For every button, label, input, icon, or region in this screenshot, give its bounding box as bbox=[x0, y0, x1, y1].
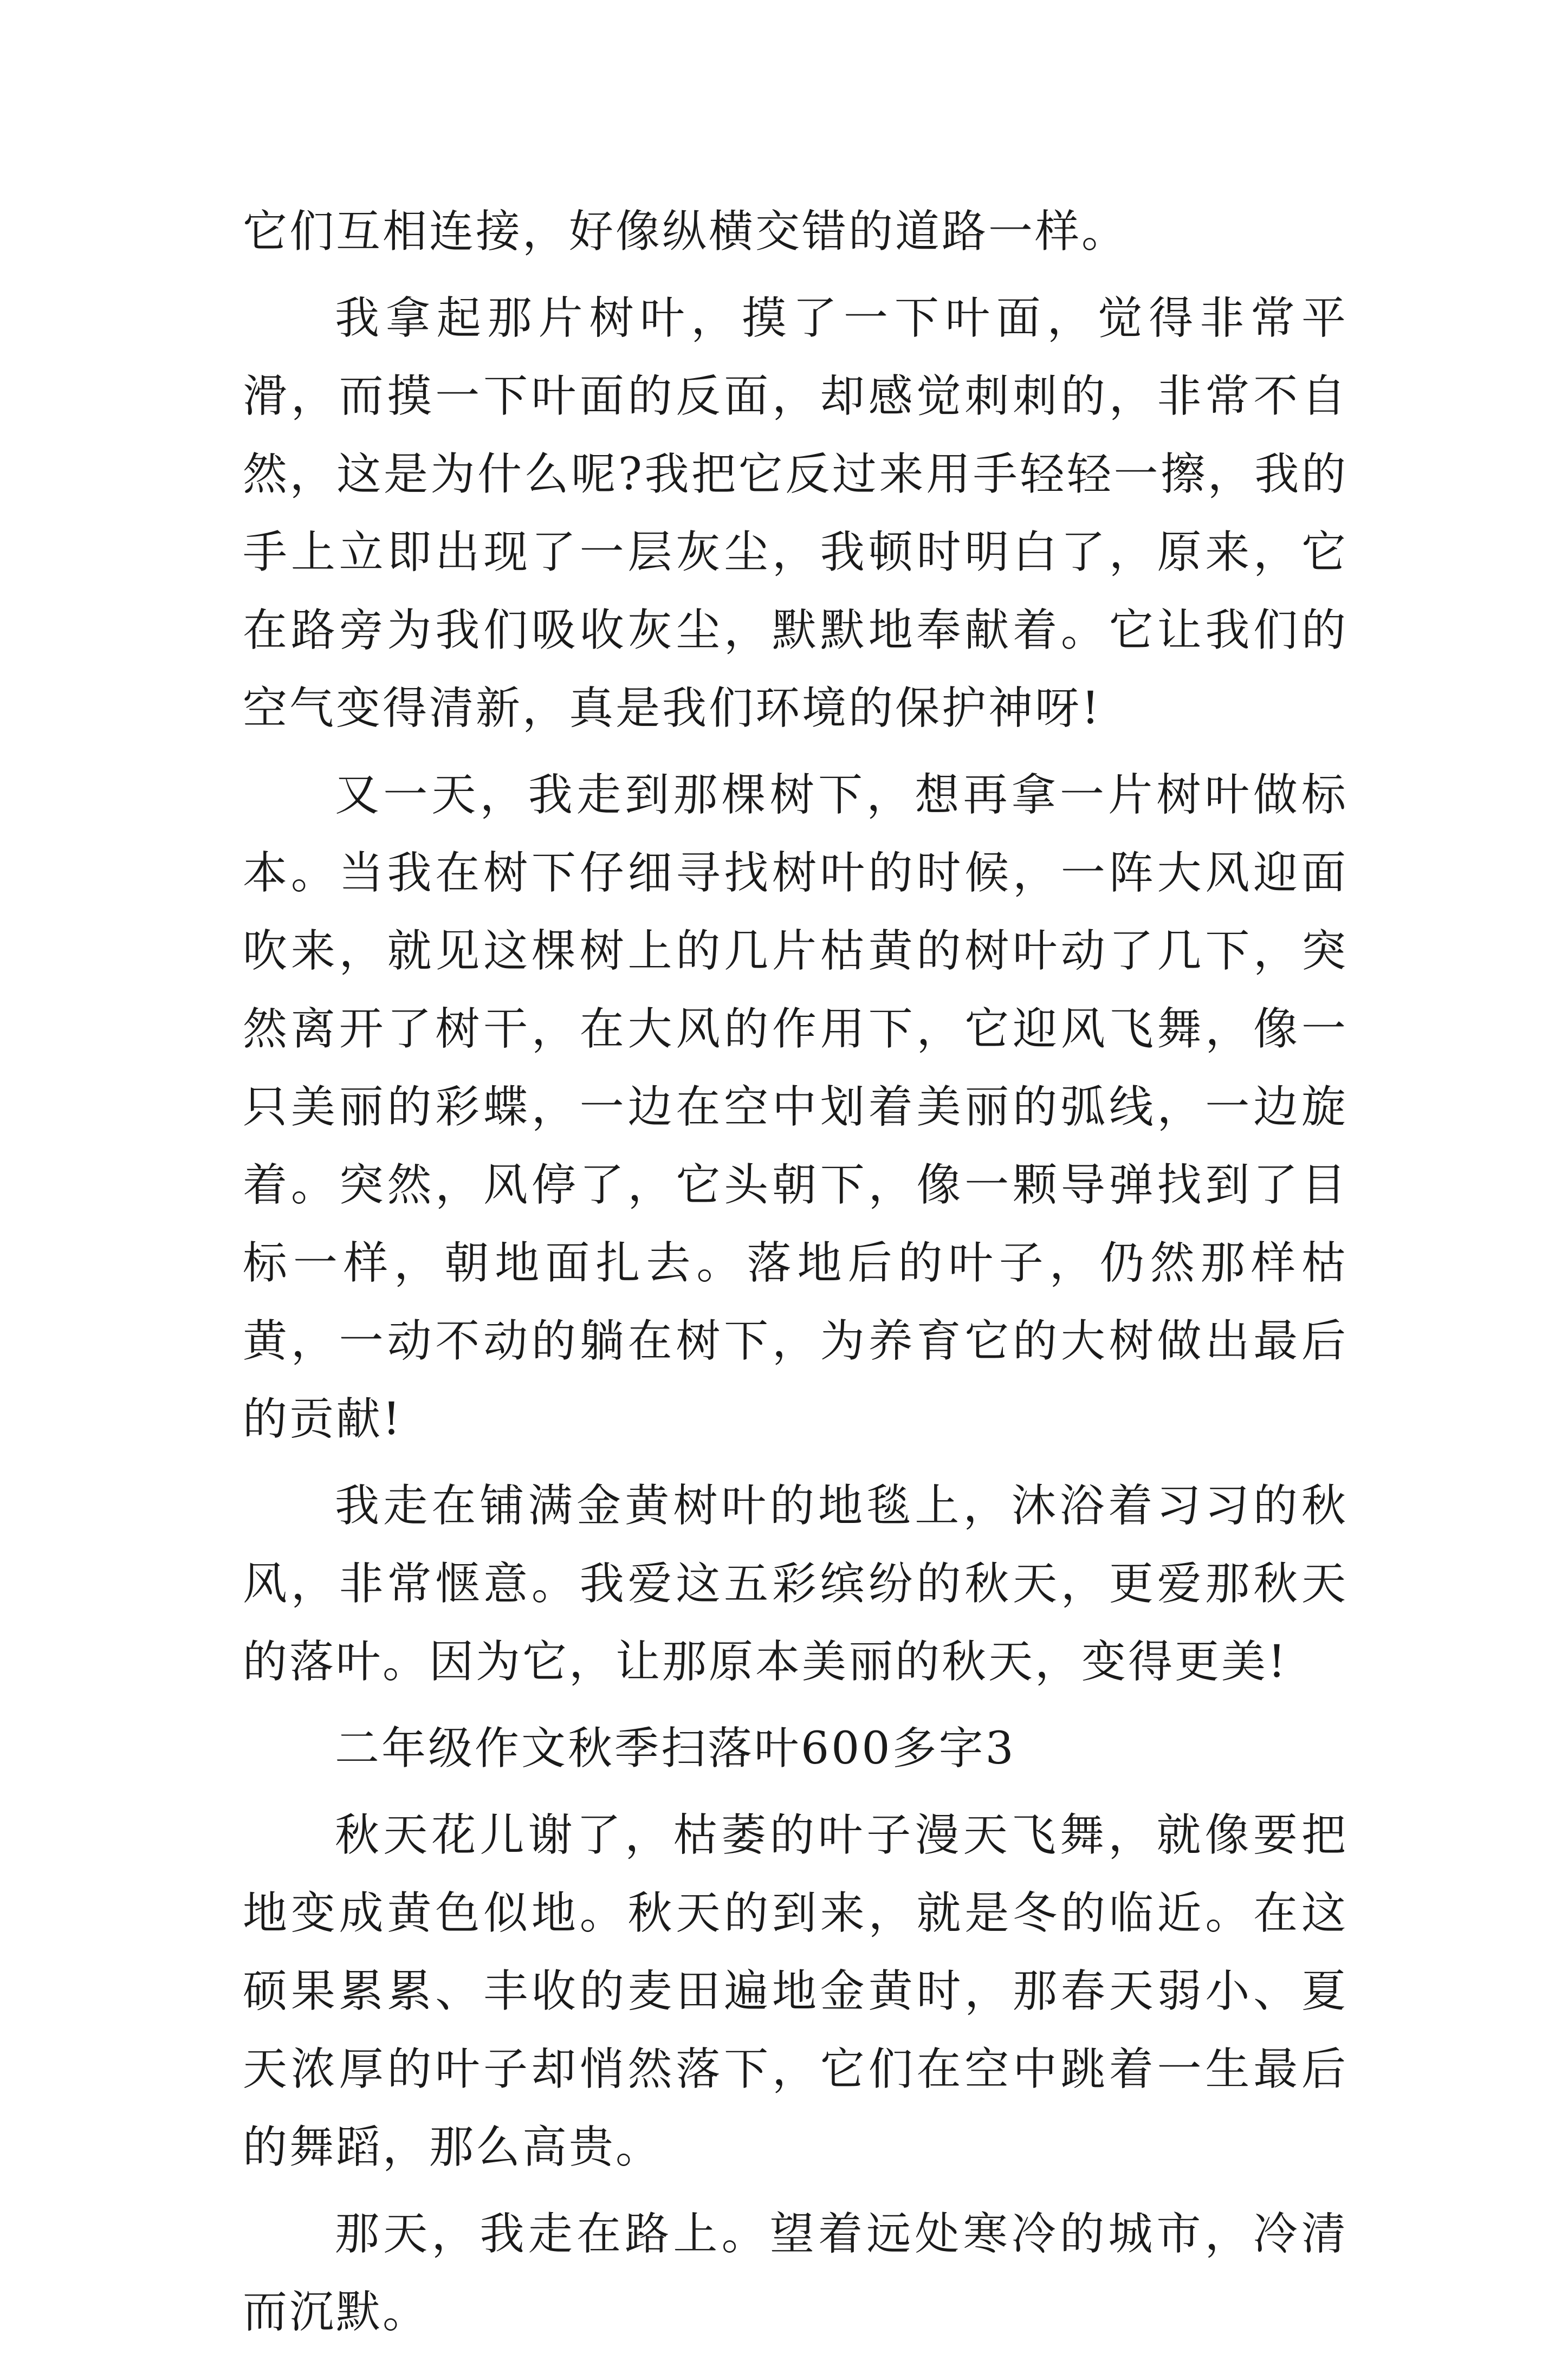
paragraph-continuation: 它们互相连接，好像纵横交错的道路一样。 bbox=[243, 206, 1129, 257]
paragraph-leaf-falling: 又一天，我走到那棵树下，想再拿一片树叶做标本。当我在树下仔细寻找树叶的时候，一阵大风迎面吹来，就见这棵树上的几片枯黄的树叶动了几下，突然离开了树干，在大风的作用下，它迎风飞舞，像一只美丽的彩蝶，一边在空中划着美丽的弧线，一边旋着。突然，风停了，它头朝下，像一颗导弹找到了目标一样，朝地面扎去。落地后的叶子，仍然那样枯黄，一动不动的躺在树下，为养育它的大树做出最后的贡献! bbox=[243, 769, 1348, 1445]
document-body bbox=[243, 193, 1348, 2360]
paragraph-autumn-flowers: 秋天花儿谢了，枯萎的叶子漫天飞舞，就像要把地变成黄色似地。秋天的到来，就是冬的临近。在这硕果累累、丰收的麦田遍地金黄时，那春天弱小、夏天浓厚的叶子却悄然落下，它们在空中跳着一生最后的舞蹈，那么高贵。 bbox=[243, 1810, 1348, 2173]
paragraph-that-day: 那天，我走在路上。望着远处寒冷的城市，冷清而沉默。 bbox=[243, 2208, 1348, 2338]
paragraph-leaf-touch: 我拿起那片树叶，摸了一下叶面，觉得非常平滑，而摸一下叶面的反面，却感觉刺刺的，非常不自然，这是为什么呢?我把它反过来用手轻轻一擦，我的手上立即出现了一层灰尘，我顿时明白了，原来，它在路旁为我们吸收灰尘，默默地奉献着。它让我们的空气变得清新，真是我们环境的保护神呀! bbox=[243, 293, 1348, 734]
section-title: 二年级作文秋季扫落叶600多字3 bbox=[335, 1723, 1016, 1774]
paragraph-autumn-love: 我走在铺满金黄树叶的地毯上，沐浴着习习的秋风，非常惬意。我爱这五彩缤纷的秋天，更爱那秋天的落叶。因为它，让那原本美丽的秋天，变得更美! bbox=[243, 1480, 1348, 1688]
